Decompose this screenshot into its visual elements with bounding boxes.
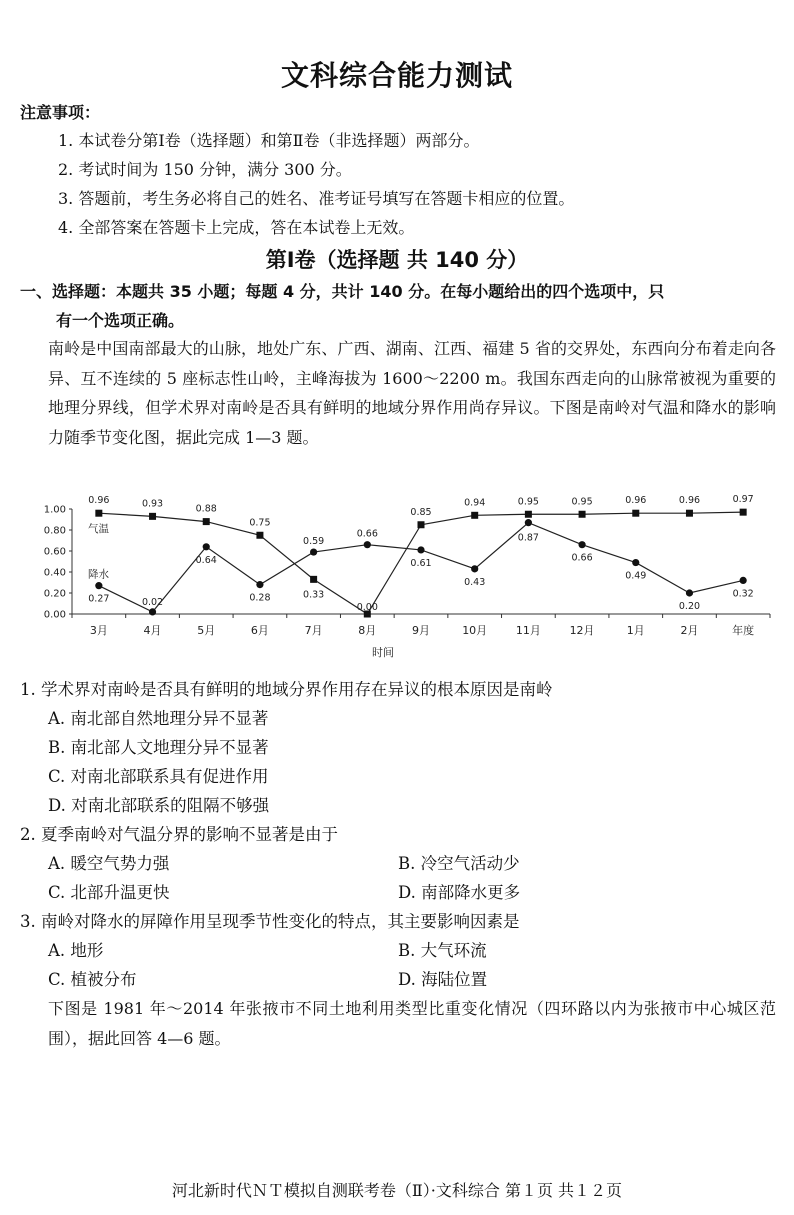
data-label: 0.20 xyxy=(678,601,701,612)
data-point xyxy=(578,541,585,548)
option-c: C. 对南北部联系具有促进作用 xyxy=(48,767,269,786)
data-label: 0.95 xyxy=(571,496,593,508)
option-d: D. 南部降水更多 xyxy=(398,883,521,902)
x-tick-label: 5月 xyxy=(197,624,216,637)
y-tick-label: 0.60 xyxy=(43,546,66,558)
data-point xyxy=(525,511,532,518)
instruction-line: 一、选择题：本题共 35 小题；每题 4 分，共计 140 分。在每小题给出的四个选项中，只 xyxy=(20,282,665,301)
question-stem: 1. 学术界对南岭是否具有鲜明的地域分界作用存在异议的根本原因是南岭 xyxy=(20,680,553,699)
option-a: A. 南北部自然地理分异不显著 xyxy=(48,709,269,728)
data-point xyxy=(203,518,210,525)
option-b: B. 南北部人文地理分异不显著 xyxy=(48,738,269,757)
data-point xyxy=(632,510,639,517)
x-axis-label: 时间 xyxy=(372,646,394,659)
option-c: C. 植被分布 xyxy=(48,970,137,989)
data-point xyxy=(686,510,693,517)
line-chart xyxy=(20,485,780,665)
question-stem: 3. 南岭对降水的屏障作用呈现季节性变化的特点，其主要影响因素是 xyxy=(20,912,520,931)
data-point xyxy=(149,608,156,615)
section-title: 第Ⅰ卷（选择题 共 140 分） xyxy=(265,248,529,272)
data-point xyxy=(364,541,371,548)
y-tick-label: 0.00 xyxy=(43,609,66,621)
data-label: 0.43 xyxy=(464,576,486,588)
page-footer: 河北新时代ＮＴ模拟自测联考卷（Ⅱ）·文科综合 第１页 共１２页 xyxy=(171,1181,623,1200)
data-label: 0.96 xyxy=(88,495,110,507)
data-label: 0.75 xyxy=(249,517,271,529)
data-label: 0.85 xyxy=(410,506,432,518)
data-label: 0.59 xyxy=(303,536,325,548)
data-label: 0.28 xyxy=(249,592,271,604)
data-label: 0.96 xyxy=(678,495,701,507)
chart-axes xyxy=(44,505,770,660)
x-tick-label: 7月 xyxy=(304,624,323,637)
passage-1: 南岭是中国南部最大的山脉，地处广东、广西、湖南、江西、福建 5 省的交界处，东西向分布着走向各异、互不连续的 5 座标志性山岭，主峰海拔为 1600～2200 m。我国东西走向的山脉常被视为重要的地理分界线，但学术界对南岭是否具有鲜明的地域分界作用尚存异议。下图是南岭对气温和降水的影响力随季节变化图，据此完成 1—3 题。 xyxy=(48,339,776,447)
data-point xyxy=(740,577,747,584)
passage-2: 下图是 1981 年～2014 年张掖市不同土地利用类型比重变化情况（四环路以内为张掖市中心城区范围），据此回答 4—6 题。 xyxy=(48,999,776,1048)
data-label: 0.88 xyxy=(195,503,217,515)
data-label: 0.94 xyxy=(464,497,486,509)
x-tick-label: 11月 xyxy=(515,624,541,637)
x-tick-label: 9月 xyxy=(412,624,430,637)
data-point xyxy=(632,559,639,566)
x-tick-label: 12月 xyxy=(569,624,595,637)
notice-item: 3. 答题前，考生务必将自己的姓名、准考证号填写在答题卡相应的位置。 xyxy=(58,189,575,208)
data-label: 0.87 xyxy=(517,532,539,544)
option-a: A. 地形 xyxy=(48,941,104,960)
data-label: 0.00 xyxy=(356,602,378,613)
data-point xyxy=(256,581,263,588)
data-label: 0.61 xyxy=(410,557,432,569)
data-point xyxy=(740,509,747,516)
data-point xyxy=(256,532,263,539)
data-label: 0.66 xyxy=(571,552,593,564)
data-label: 0.02 xyxy=(141,596,164,608)
y-tick-label: 0.20 xyxy=(43,588,66,600)
notice-item: 1. 本试卷分第Ⅰ卷（选择题）和第Ⅱ卷（非选择题）两部分。 xyxy=(58,131,480,150)
data-point xyxy=(149,513,156,520)
data-label: 0.66 xyxy=(356,528,378,540)
instruction-line: 有一个选项正确。 xyxy=(56,311,185,330)
data-point xyxy=(471,565,478,572)
notice-item: 4. 全部答案在答题卡上完成，答在本试卷上无效。 xyxy=(58,218,415,237)
data-label: 0.33 xyxy=(303,589,325,601)
x-tick-label: 年度 xyxy=(732,624,755,637)
data-label: 0.95 xyxy=(517,496,539,508)
data-label: 0.32 xyxy=(732,588,754,600)
option-a: A. 暖空气势力强 xyxy=(48,854,170,873)
notice-item: 2. 考试时间为 150 分钟，满分 300 分。 xyxy=(58,160,352,179)
x-tick-label: 6月 xyxy=(250,624,269,637)
y-tick-label: 0.40 xyxy=(43,567,66,579)
data-point xyxy=(471,512,478,519)
data-label: 0.64 xyxy=(195,554,217,566)
data-point xyxy=(95,510,102,517)
option-d: D. 对南北部联系的阻隔不够强 xyxy=(48,796,270,815)
option-d: D. 海陆位置 xyxy=(398,970,488,989)
data-point xyxy=(203,543,210,550)
x-tick-label: 2月 xyxy=(680,624,699,637)
y-tick-label: 0.80 xyxy=(43,525,66,537)
x-tick-label: 10月 xyxy=(462,624,488,637)
y-tick-label: 1.00 xyxy=(43,504,66,516)
data-label: 0.96 xyxy=(625,495,647,507)
x-tick-label: 3月 xyxy=(89,624,108,637)
series-name-label: 降水 xyxy=(88,568,109,581)
series-name-label: 气温 xyxy=(88,523,109,536)
x-tick-label: 4月 xyxy=(143,624,162,637)
data-label: 0.49 xyxy=(625,570,647,582)
data-point xyxy=(310,576,317,583)
chart-series xyxy=(88,494,754,617)
question-stem: 2. 夏季南岭对气温分界的影响不显著是由于 xyxy=(20,825,338,844)
option-b: B. 冷空气活动少 xyxy=(398,854,520,873)
data-point xyxy=(418,521,425,528)
page-title: 文科综合能力测试 xyxy=(280,59,513,92)
data-label: 0.97 xyxy=(732,494,754,506)
option-b: B. 大气环流 xyxy=(398,941,487,960)
data-point xyxy=(525,519,532,526)
data-point xyxy=(686,589,693,596)
data-point xyxy=(417,546,424,553)
data-point xyxy=(579,511,586,518)
data-label: 0.93 xyxy=(141,498,164,510)
data-point xyxy=(95,582,102,589)
data-label: 0.27 xyxy=(88,593,110,605)
data-point xyxy=(310,548,317,555)
option-c: C. 北部升温更快 xyxy=(48,883,170,902)
x-tick-label: 8月 xyxy=(358,624,377,637)
notice-heading: 注意事项： xyxy=(20,103,101,122)
x-tick-label: 1月 xyxy=(626,624,645,637)
